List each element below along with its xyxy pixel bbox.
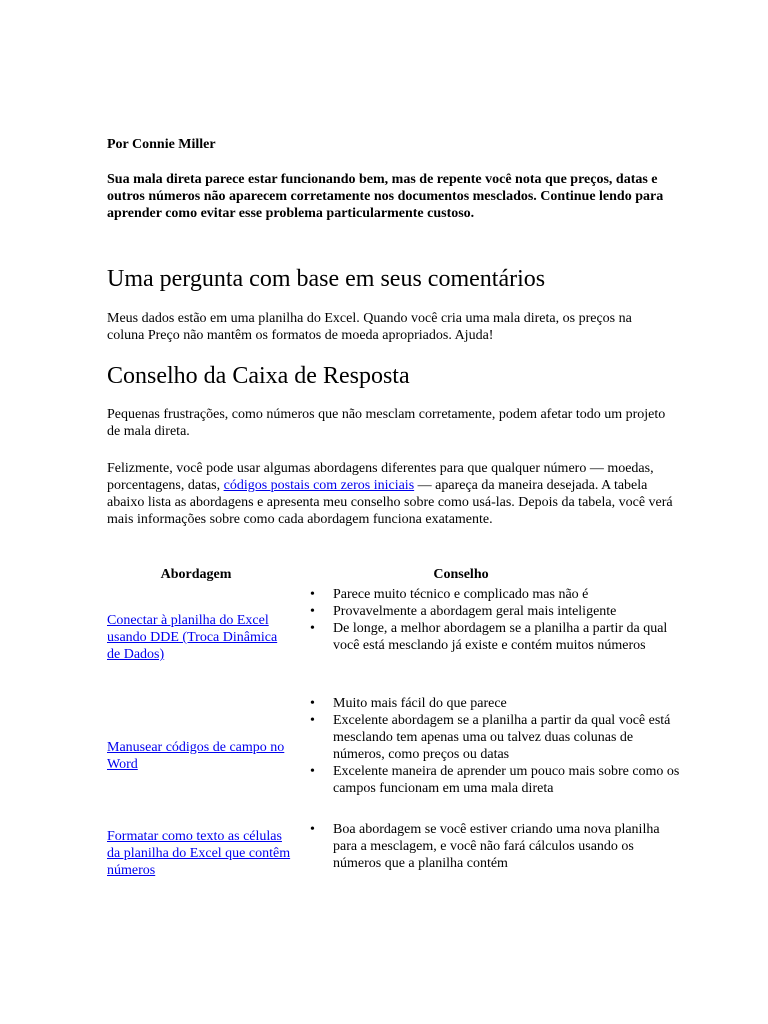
column-header-approach: Abordagem <box>160 567 232 582</box>
advice-list <box>310 586 680 654</box>
advice-list <box>310 695 680 797</box>
zip-codes-link[interactable]: códigos postais com zeros iniciais <box>223 478 415 493</box>
list-item-text: Excelente maneira de aprender um pouco mais sobre como os campos funcionam em uma mala direta <box>333 764 680 796</box>
list-item <box>310 586 680 603</box>
list-item <box>310 821 680 872</box>
list-item <box>310 603 680 620</box>
list-item-text: Parece muito técnico e complicado mas não é <box>333 587 589 602</box>
approach-link-dde[interactable]: Conectar à planilha do Excel usando DDE (Troca Dinâmica de Dados) <box>107 613 278 662</box>
approach-link-field-codes[interactable]: Manusear códigos de campo no Word <box>107 740 285 772</box>
bullet-icon: • <box>310 764 315 779</box>
list-item <box>310 695 680 712</box>
bullet-icon: • <box>310 713 315 728</box>
list-item <box>310 763 680 797</box>
bullet-icon: • <box>310 587 315 602</box>
list-item-text: Muito mais fácil do que parece <box>333 696 507 711</box>
list-item <box>310 712 680 763</box>
advice-paragraph-1: Pequenas frustrações, como números que não mesclam corretamente, podem afetar todo um projeto de mala direta. <box>107 407 666 439</box>
list-item <box>310 620 680 654</box>
author-byline: Por Connie Miller <box>107 137 216 152</box>
bullet-icon: • <box>310 621 315 636</box>
bullet-icon: • <box>310 822 315 837</box>
bullet-icon: • <box>310 696 315 711</box>
paragraph-text: — apareça da maneira desejada. A tabela abaixo lista as abordagens e apresenta meu conselho sobre como usá-las. Depois da tabela, você verá mais informações sobre como cada abordagem funciona exatamente. <box>107 478 673 527</box>
advice-paragraph-2 <box>107 460 677 528</box>
paragraph-text: Felizmente, você pode usar algumas abordagens diferentes para que qualquer número — moedas, porcentagens, datas, <box>107 461 654 493</box>
approach-link-format-text[interactable]: Formatar como texto as células da planilha do Excel que contêm números <box>107 829 291 878</box>
intro-paragraph: Sua mala direta parece estar funcionando bem, mas de repente você nota que preços, datas e outros números não aparecem corretamente nos documentos mesclados. Continue lendo para aprender como evitar esse problema particularmente custoso. <box>107 172 664 221</box>
advice-list <box>310 821 680 872</box>
list-item-text: Excelente abordagem se a planilha a partir da qual você está mesclando tem apenas uma ou talvez duas colunas de números, como preços ou datas <box>333 713 671 762</box>
advice-heading: Conselho da Caixa de Resposta <box>107 363 410 389</box>
list-item-text: Boa abordagem se você estiver criando uma nova planilha para a mesclagem, e você não fará cálculos usando os números que a planilha contém <box>333 822 660 871</box>
bullet-icon: • <box>310 604 315 619</box>
list-item-text: De longe, a melhor abordagem se a planilha a partir da qual você está mesclando já existe e contém muitos números <box>333 621 668 653</box>
column-header-advice: Conselho <box>433 567 489 582</box>
question-paragraph: Meus dados estão em uma planilha do Excel. Quando você cria uma mala direta, os preços na coluna Preço não mantêm os formatos de moeda apropriados. Ajuda! <box>107 311 632 343</box>
list-item-text: Provavelmente a abordagem geral mais inteligente <box>333 604 617 619</box>
question-heading: Uma pergunta com base em seus comentários <box>107 266 546 292</box>
